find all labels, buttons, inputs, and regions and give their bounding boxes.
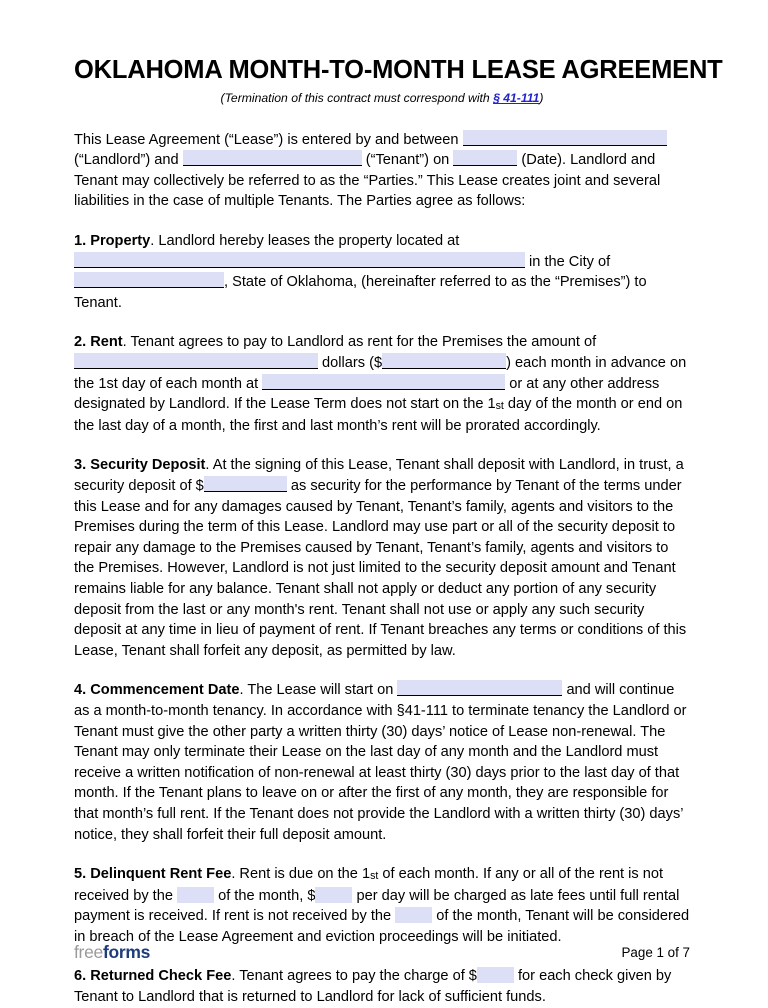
page-number-label: Page 1 of 7 bbox=[621, 945, 690, 960]
section-3-text-1: . At the signing of this Lease, Tenant shall deposit with Landlord, in trust, a security deposit of $ bbox=[74, 457, 684, 494]
document-subtitle bbox=[74, 91, 690, 106]
section-2-text-5: day of the month or end on the last day of a month, the first and last month’s rent will be prorated accordingly. bbox=[74, 396, 683, 434]
brand-text-forms: forms bbox=[102, 942, 151, 962]
section-5-ordinal-suffix: st bbox=[370, 870, 379, 883]
clause-commencement-date bbox=[74, 680, 690, 845]
returned-check-fee-field[interactable] bbox=[477, 967, 514, 983]
agreement-date-field[interactable] bbox=[453, 150, 517, 166]
section-4-text-1: . The Lease will start on bbox=[239, 682, 398, 699]
security-deposit-field[interactable] bbox=[204, 476, 287, 492]
page-footer bbox=[74, 941, 690, 963]
clause-delinquent-rent-fee bbox=[74, 864, 690, 947]
section-2-number: 2. bbox=[74, 334, 87, 351]
section-5-text-1: . Rent is due on the 1 bbox=[231, 866, 371, 883]
subtitle-suffix-text: ) bbox=[539, 91, 544, 106]
payment-address-field[interactable] bbox=[262, 374, 505, 390]
brand-text-free: free bbox=[74, 942, 103, 962]
section-4-title: Commencement Date bbox=[90, 682, 240, 699]
section-4-text-2: and will continue as a month-to-month tenancy. In accordance with §41-111 to terminate tenancy the Landlord or Tenant must give the other party a written thirty (30) days’ notice of Lease non-renewal. The Tenant may only terminate their Lease on the last day of any month and the Landlord must receive a written notification of non-renewal at least thirty (30) days prior to the last day of that month. If the Tenant plans to leave on or after the first of any month, they are responsible for that month’s full rent. If the Tenant does not provide the Landlord with a written thirty (30) days’ notice, they shall forfeit their full deposit amount. bbox=[74, 682, 687, 843]
section-6-text-1: . Tenant agrees to pay the charge of $ bbox=[231, 968, 477, 985]
intro-text-3: (“Tenant”) on bbox=[361, 152, 454, 169]
statute-link-41-111[interactable]: § 41-111 bbox=[493, 91, 540, 106]
intro-text-1: This Lease Agreement (“Lease”) is entered by and between bbox=[74, 131, 463, 148]
clause-intro bbox=[74, 130, 690, 212]
landlord-name-field[interactable] bbox=[463, 130, 667, 146]
section-5-text-2: of each month. If any or all of the rent is not received by the bbox=[74, 866, 664, 904]
late-rent-day-field-2[interactable] bbox=[395, 907, 432, 923]
intro-text-4: (Date). Landlord and Tenant may collectively be referred to as the “Parties.” This Lease creates joint and several liabilities in the case of multiple Tenants. The Parties agree as follows: bbox=[74, 152, 661, 210]
section-6-number: 6. bbox=[74, 968, 87, 985]
rent-amount-words-field[interactable] bbox=[74, 353, 318, 369]
clause-rent bbox=[74, 332, 690, 436]
late-rent-day-field-1[interactable] bbox=[177, 887, 214, 903]
freeforms-logo bbox=[74, 941, 150, 963]
section-1-text-3: , State of Oklahoma, (hereinafter referred to as the “Premises”) to Tenant. bbox=[74, 274, 647, 311]
section-1-text-1: . Landlord hereby leases the property located at bbox=[150, 233, 460, 250]
section-3-number: 3. bbox=[74, 457, 87, 474]
section-4-number: 4. bbox=[74, 682, 87, 699]
subtitle-prefix-text: (Termination of this contract must correspond with bbox=[220, 91, 494, 106]
section-5-title: Delinquent Rent Fee bbox=[90, 866, 232, 883]
late-fee-per-day-field[interactable] bbox=[315, 887, 352, 903]
section-2-text-3: ) each month in advance on the 1st day of each month at bbox=[74, 355, 687, 392]
section-1-text-2: in the City of bbox=[525, 253, 611, 270]
section-2-text-1: . Tenant agrees to pay to Landlord as rent for the Premises the amount of bbox=[122, 334, 597, 351]
section-5-text-4: per day will be charged as late fees until full rental payment is received. If rent is not received by the bbox=[74, 887, 680, 925]
section-3-text-2: as security for the performance by Tenant of the terms under this Lease and for any damages caused by Tenant, Tenant’s family, agents and visitors to the Premises during the term of this Lease. Landlord may use part or all of the security deposit to repair any damage to the Premises caused by Tenant, Tenant’s family, agents and visitors to the Premises. However, Landlord is not just limited to the security deposit amount and Tenant remains liable for any balance. Tenant shall not apply or deduct any portion of any security deposit from the last or any month's rent. Tenant shall not use or apply any such security deposit at any time in lieu of payment of rent. If Tenant breaches any terms or conditions of this Lease, Tenant shall forfeit any deposit, as permitted by law. bbox=[74, 478, 687, 659]
section-1-title: Property bbox=[90, 233, 151, 250]
section-5-text-5: of the month, Tenant will be considered in breach of the Lease Agreement and eviction proceedings will be initiated. bbox=[74, 908, 690, 945]
clause-security-deposit bbox=[74, 455, 690, 661]
section-2-ordinal-suffix: st bbox=[495, 400, 504, 413]
section-1-number: 1. bbox=[74, 233, 87, 250]
intro-text-2: (“Landlord”) and bbox=[74, 152, 183, 169]
clause-returned-check-fee bbox=[74, 966, 690, 1007]
section-2-title: Rent bbox=[90, 334, 123, 351]
page-title: OKLAHOMA MONTH-TO-MONTH LEASE AGREEMENT bbox=[74, 56, 723, 84]
lease-start-date-field[interactable] bbox=[397, 680, 562, 696]
rent-amount-numeric-field[interactable] bbox=[382, 353, 506, 369]
section-2-text-2: dollars ($ bbox=[318, 355, 383, 372]
section-6-title: Returned Check Fee bbox=[90, 968, 232, 985]
clause-property bbox=[74, 231, 690, 313]
section-5-text-3: of the month, $ bbox=[214, 887, 316, 904]
city-field[interactable] bbox=[74, 272, 224, 288]
section-6-text-2: for each check given by Tenant to Landlord that is returned to Landlord for lack of sufficient funds. bbox=[74, 968, 672, 1006]
section-3-title: Security Deposit bbox=[90, 457, 206, 474]
section-2-text-4: or at any other address designated by Landlord. If the Lease Term does not start on the 1 bbox=[74, 375, 660, 413]
property-address-field[interactable] bbox=[74, 252, 525, 268]
tenant-name-field[interactable] bbox=[183, 150, 362, 166]
section-5-number: 5. bbox=[74, 866, 87, 883]
